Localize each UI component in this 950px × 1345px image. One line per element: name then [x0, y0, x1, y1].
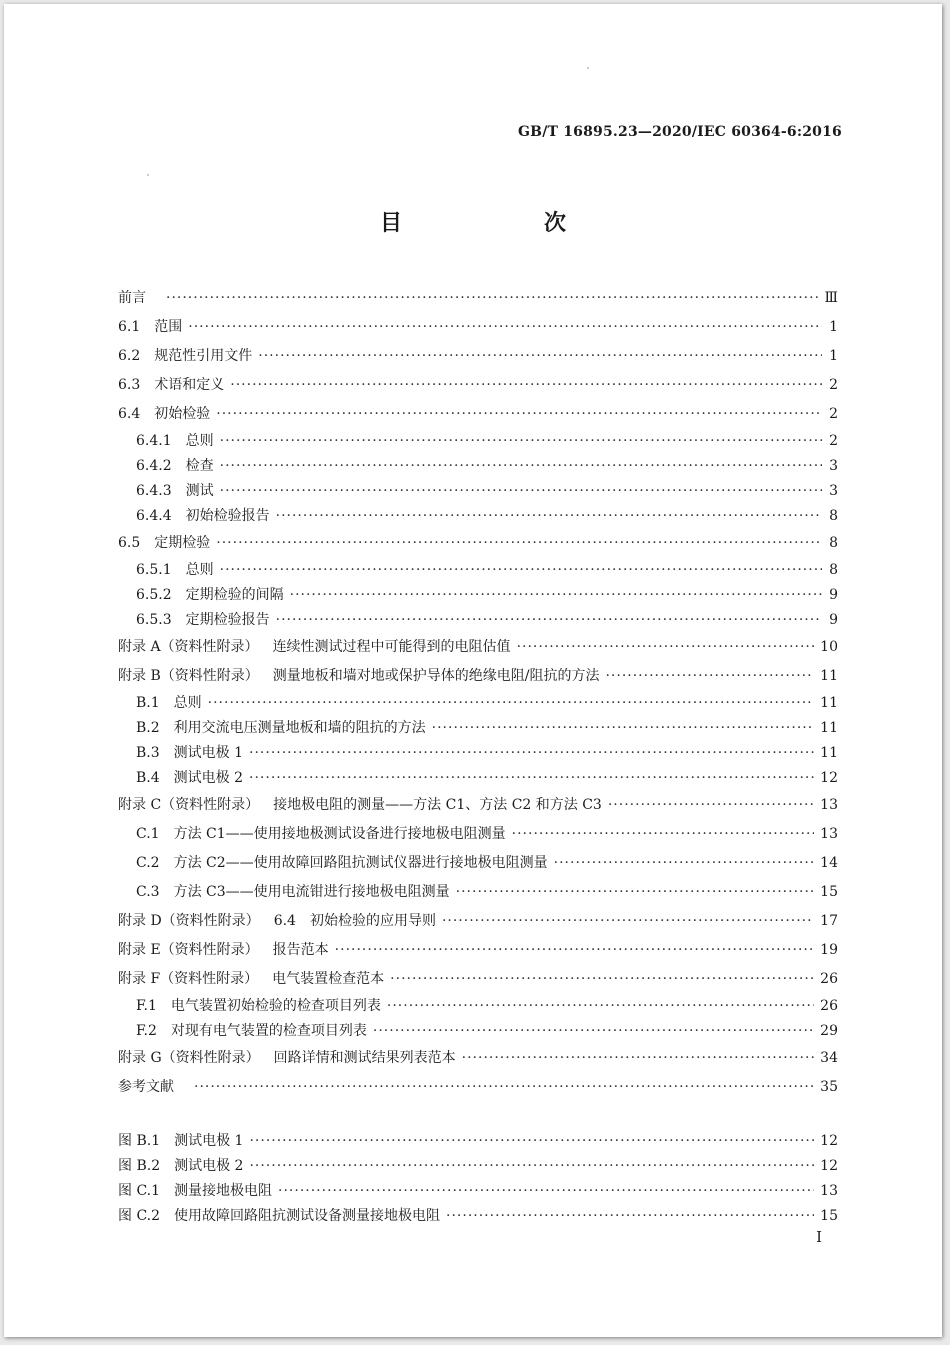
toc-entry-number: B.1: [136, 695, 160, 711]
toc-entry-number: 附录 B（资料性附录）: [118, 668, 259, 684]
dot-leader: [249, 1129, 814, 1154]
toc-entry-title: 总则: [173, 695, 202, 711]
toc-entry-page: 26: [820, 998, 838, 1014]
document-page: [4, 4, 942, 1337]
toc-entry[interactable]: [118, 608, 838, 633]
toc-entry-title: 测试: [185, 483, 214, 499]
toc-entry[interactable]: [118, 371, 838, 400]
toc-entry-page: 11: [820, 695, 838, 711]
toc-entry-title: 接地极电阻的测量——方法 C1、方法 C2 和方法 C3: [273, 797, 602, 813]
toc-entry[interactable]: [118, 716, 838, 741]
figure-entry[interactable]: [118, 1129, 838, 1154]
dot-leader: [373, 1019, 814, 1044]
toc-entry-title: 定期检验: [154, 535, 211, 551]
toc-entry[interactable]: [118, 766, 838, 791]
toc-entry[interactable]: [118, 741, 838, 766]
toc-entry-page: 2: [829, 406, 838, 422]
dot-leader: [230, 371, 822, 400]
dot-leader: [220, 454, 822, 479]
toc-entry[interactable]: [118, 849, 838, 878]
toc-entry-page: 2: [829, 377, 838, 393]
toc-entry-page: 35: [820, 1079, 838, 1095]
toc-entry-page: 8: [829, 508, 838, 524]
dot-leader: [194, 1073, 814, 1102]
toc-entry-title: 规范性引用文件: [154, 348, 253, 364]
dot-leader: [442, 907, 814, 936]
toc-entry[interactable]: [118, 662, 838, 691]
toc-entry-page: 26: [820, 971, 838, 987]
toc-entry[interactable]: [118, 791, 838, 820]
toc-entry-number: 附录 G（资料性附录）: [118, 1050, 260, 1066]
dot-leader: [258, 342, 822, 371]
toc-entry-number: 6.4.1: [136, 433, 172, 449]
toc-entry-title: 检查: [185, 458, 214, 474]
figure-entry[interactable]: [118, 1179, 838, 1204]
figure-list: [118, 1129, 838, 1229]
toc-entry[interactable]: [118, 907, 838, 936]
toc-entry-number: 图 C.1: [118, 1183, 161, 1199]
toc-entry-page: 8: [829, 535, 838, 551]
toc-entry-title: 连续性测试过程中可能得到的电阻估值: [272, 639, 511, 655]
toc-entry-page: 13: [820, 826, 838, 842]
figure-entry[interactable]: [118, 1154, 838, 1179]
dot-leader: [446, 1204, 814, 1229]
dot-leader: [276, 504, 822, 529]
toc-entry-number: 6.5.3: [136, 612, 172, 628]
page-title: 目 次: [379, 210, 626, 236]
dot-leader: [220, 479, 822, 504]
toc-entry-number: 附录 E（资料性附录）: [118, 942, 259, 958]
toc-entry[interactable]: [118, 454, 838, 479]
dot-leader: [608, 791, 814, 820]
toc-entry[interactable]: [118, 936, 838, 965]
toc-entry-page: 11: [820, 745, 838, 761]
toc-entry-title: 测试电极 2: [174, 1158, 244, 1174]
toc-entry-title: 测试电极 2: [173, 770, 244, 786]
toc-entry-page: 14: [820, 855, 838, 871]
toc-entry-page: 11: [820, 668, 838, 684]
dot-leader: [554, 849, 815, 878]
toc-entry-number: 6.5.2: [136, 587, 172, 603]
toc-entry[interactable]: [118, 504, 838, 529]
dot-leader: [166, 284, 818, 313]
toc-entry-title: 报告范本: [272, 942, 329, 958]
toc-entry-number: B.3: [136, 745, 160, 761]
toc-entry[interactable]: [118, 878, 838, 907]
toc-entry-page: 10: [820, 639, 838, 655]
toc-entry-page: 9: [829, 587, 838, 603]
toc-entry-page: 34: [820, 1050, 838, 1066]
toc-entry-title: 对现有电气装置的检查项目列表: [170, 1023, 367, 1039]
toc-entry-title: 电气装置检查范本: [272, 971, 385, 987]
dot-leader: [517, 633, 815, 662]
toc-entry-title: 6.4 初始检验的应用导则: [273, 913, 436, 929]
toc-entry[interactable]: [118, 691, 838, 716]
toc-entry-number: C.1: [136, 826, 160, 842]
toc-entry-title: 电气装置初始检验的检查项目列表: [170, 998, 381, 1014]
toc-entry-page: 12: [820, 1158, 838, 1174]
toc-entry-number: 图 C.2: [118, 1208, 161, 1224]
toc-entry-title: 利用交流电压测量地板和墙的阻抗的方法: [173, 720, 426, 736]
dot-leader: [390, 965, 814, 994]
dot-leader: [220, 558, 822, 583]
toc-entry-title: 范围: [154, 319, 183, 335]
page-number: I: [816, 1228, 822, 1246]
toc-entry-page: 1: [829, 319, 838, 335]
figure-entry[interactable]: [118, 1204, 838, 1229]
toc-entry[interactable]: [118, 342, 838, 371]
table-of-contents: [118, 284, 838, 1102]
dot-leader: [278, 1179, 814, 1204]
toc-entry-page: 1: [829, 348, 838, 364]
toc-entry-number: 6.4: [118, 406, 141, 422]
toc-entry-number: 附录 A（资料性附录）: [118, 639, 259, 655]
toc-entry-title: 定期检验报告: [185, 612, 270, 628]
toc-entry[interactable]: [118, 529, 838, 558]
scan-speck: [587, 67, 589, 69]
toc-entry-number: 6.4.3: [136, 483, 172, 499]
toc-entry-title: 方法 C3——使用电流钳进行接地极电阻测量: [173, 884, 450, 900]
toc-entry-title: 测试电极 1: [174, 1133, 244, 1149]
toc-entry-number: 6.5: [118, 535, 141, 551]
toc-entry-number: 附录 D（资料性附录）: [118, 913, 260, 929]
toc-entry[interactable]: [118, 313, 838, 342]
dot-leader: [335, 936, 815, 965]
dot-leader: [276, 608, 822, 633]
toc-entry-title: 初始检验: [154, 406, 211, 422]
toc-entry-number: C.3: [136, 884, 160, 900]
toc-entry-title: 总则: [185, 433, 214, 449]
toc-entry-page: 8: [829, 562, 838, 578]
dot-leader: [208, 691, 815, 716]
toc-entry-title: 方法 C1——使用接地极测试设备进行接地极电阻测量: [173, 826, 506, 842]
toc-entry-number: F.1: [136, 998, 157, 1014]
toc-entry[interactable]: [118, 994, 838, 1019]
toc-entry-number: 6.5.1: [136, 562, 172, 578]
toc-entry-page: 13: [820, 1183, 838, 1199]
toc-entry[interactable]: [118, 583, 838, 608]
dot-leader: [188, 313, 822, 342]
dot-leader: [432, 716, 815, 741]
dot-leader: [249, 766, 814, 791]
toc-entry-title: 方法 C2——使用故障回路阻抗测试仪器进行接地极电阻测量: [173, 855, 548, 871]
dot-leader: [290, 583, 822, 608]
toc-entry-page: 19: [820, 942, 838, 958]
dot-leader: [462, 1044, 815, 1073]
dot-leader: [220, 429, 822, 454]
toc-entry-number: 参考文献: [118, 1079, 174, 1095]
toc-entry-title: 测量地板和墙对地或保护导体的绝缘电阻/阻抗的方法: [272, 668, 600, 684]
toc-entry-page: 17: [820, 913, 838, 929]
toc-entry[interactable]: [118, 479, 838, 504]
standard-code: GB/T 16895.23—2020/IEC 60364-6:2016: [518, 124, 842, 140]
toc-entry[interactable]: [118, 284, 838, 313]
dot-leader: [387, 994, 814, 1019]
toc-entry-page: 29: [820, 1023, 838, 1039]
toc-entry-page: 15: [820, 1208, 838, 1224]
toc-entry-title: 术语和定义: [154, 377, 225, 393]
toc-entry-number: B.4: [136, 770, 160, 786]
toc-entry-number: 图 B.1: [118, 1133, 161, 1149]
toc-entry[interactable]: [118, 633, 838, 662]
toc-entry-number: 图 B.2: [118, 1158, 161, 1174]
toc-entry-title: 回路详情和测试结果列表范本: [273, 1050, 456, 1066]
toc-entry[interactable]: [118, 429, 838, 454]
toc-entry-page: 11: [820, 720, 838, 736]
toc-entry-page: 3: [829, 483, 838, 499]
toc-entry-number: 6.2: [118, 348, 141, 364]
toc-entry-page: 9: [829, 612, 838, 628]
dot-leader: [605, 662, 814, 691]
toc-entry-page: 15: [820, 884, 838, 900]
toc-entry-title: 测量接地极电阻: [174, 1183, 273, 1199]
toc-entry-page: 12: [820, 770, 838, 786]
dot-leader: [216, 400, 822, 429]
toc-entry-number: 6.1: [118, 319, 141, 335]
toc-entry[interactable]: [118, 820, 838, 849]
toc-entry-page: 12: [820, 1133, 838, 1149]
toc-entry-title: 定期检验的间隔: [185, 587, 284, 603]
toc-entry-number: 前言: [118, 290, 146, 306]
toc-entry[interactable]: [118, 965, 838, 994]
toc-entry-page: 3: [829, 458, 838, 474]
toc-entry-number: F.2: [136, 1023, 157, 1039]
toc-entry[interactable]: [118, 1019, 838, 1044]
toc-entry-title: 总则: [185, 562, 214, 578]
toc-entry-page: Ⅲ: [824, 290, 838, 306]
toc-entry-number: B.2: [136, 720, 160, 736]
dot-leader: [249, 1154, 814, 1179]
dot-leader: [456, 878, 815, 907]
dot-leader: [249, 741, 814, 766]
toc-entry[interactable]: [118, 1073, 838, 1102]
toc-entry[interactable]: [118, 558, 838, 583]
toc-entry-number: 6.4.4: [136, 508, 172, 524]
toc-entry[interactable]: [118, 400, 838, 429]
toc-entry[interactable]: [118, 1044, 838, 1073]
dot-leader: [216, 529, 822, 558]
toc-entry-number: 6.3: [118, 377, 141, 393]
toc-entry-number: C.2: [136, 855, 160, 871]
toc-entry-number: 6.4.2: [136, 458, 172, 474]
scan-speck: [147, 174, 149, 176]
toc-entry-title: 测试电极 1: [173, 745, 244, 761]
toc-entry-number: 附录 C（资料性附录）: [118, 797, 260, 813]
toc-entry-title: 初始检验报告: [185, 508, 270, 524]
toc-entry-title: 使用故障回路阻抗测试设备测量接地极电阻: [174, 1208, 441, 1224]
toc-entry-page: 13: [820, 797, 838, 813]
dot-leader: [512, 820, 815, 849]
toc-entry-page: 2: [829, 433, 838, 449]
toc-entry-number: 附录 F（资料性附录）: [118, 971, 259, 987]
